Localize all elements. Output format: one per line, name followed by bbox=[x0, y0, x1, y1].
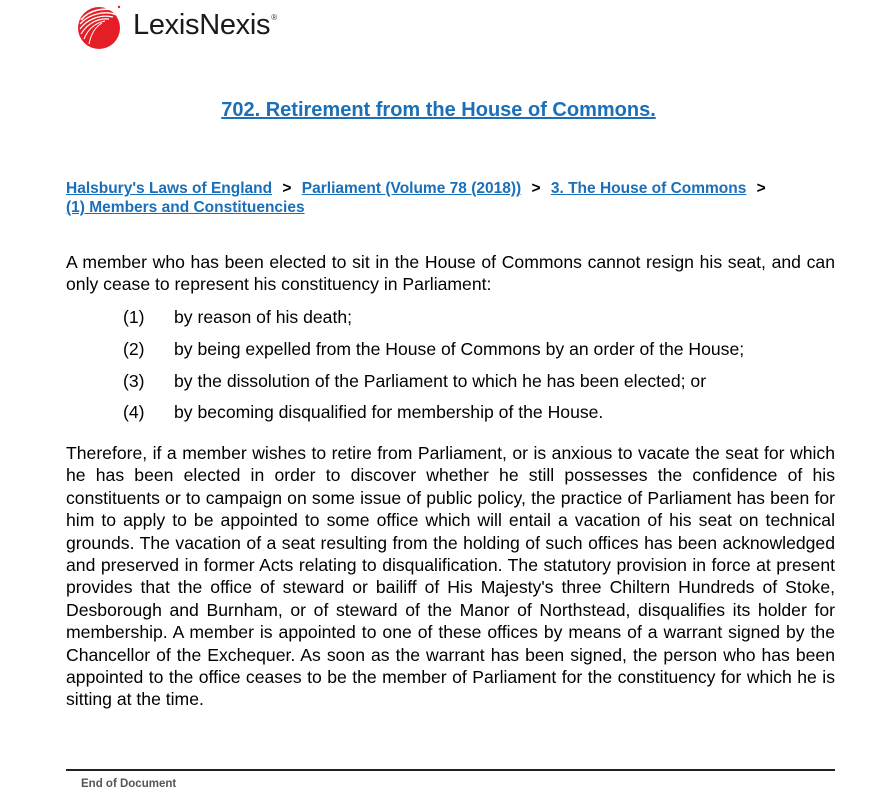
list-item-text: by being expelled from the House of Commons by an order of the House; bbox=[174, 339, 745, 360]
cessation-list bbox=[123, 302, 744, 429]
list-item-text: by becoming disqualified for membership of the House. bbox=[174, 402, 604, 423]
list-item-number: (4) bbox=[123, 402, 145, 423]
document-title-container bbox=[0, 99, 877, 122]
breadcrumb-parliament-volume[interactable]: Parliament (Volume 78 (2018)) bbox=[301, 180, 522, 197]
footer-divider bbox=[66, 769, 835, 771]
logo-wordmark: LexisNexis® bbox=[133, 8, 277, 41]
breadcrumb-separator: > bbox=[282, 180, 292, 197]
list-item-number: (2) bbox=[123, 339, 145, 360]
list-item-number: (1) bbox=[123, 307, 145, 328]
list-item-number: (3) bbox=[123, 370, 145, 391]
document-title-link[interactable]: 702. Retirement from the House of Commons. bbox=[221, 99, 656, 121]
breadcrumb-halsburys-laws[interactable]: Halsbury's Laws of England bbox=[66, 180, 273, 197]
body-paragraph: Therefore, if a member wishes to retire from Parliament, or is anxious to vacate the seat for which he has been elected in order to discover whether he still possesses the confidence of his constituents or to campaign on some issue of public policy, the practice of Parliament has been for him to apply to be appointed to some office which will entail a vacation of his seat on technical grounds. The vacation of a seat resulting from the holding of such offices has been acknowledged and preserved in former Acts relating to disqualification. The statutory provision in force at present provides that the office of steward or bailiff of His Majesty's three Chiltern Hundreds of Stoke, Desborough and Burnham, or of steward of the Manor of Northstead, disqualifies its holder for membership. A member is appointed to one of these offices by means of a warrant signed by the Chancellor of the Exchequer. As soon as the warrant has been signed, the person who has been appointed to the office ceases to be the member of Parliament for the constituency for which he is sitting at the time. bbox=[66, 443, 835, 710]
list-item-text: by reason of his death; bbox=[174, 307, 353, 328]
breadcrumb-members-constituencies[interactable]: (1) Members and Constituencies bbox=[66, 199, 305, 216]
end-of-document-label: End of Document bbox=[81, 778, 177, 790]
lexisnexis-logo-icon bbox=[75, 2, 123, 50]
intro-paragraph: A member who has been elected to sit in the House of Commons cannot resign his seat, and can only cease to represent his constituency in Parliament: bbox=[66, 252, 835, 295]
lexisnexis-logo bbox=[75, 2, 277, 50]
list-item bbox=[123, 365, 744, 397]
breadcrumb-separator: > bbox=[756, 180, 766, 197]
breadcrumb-separator: > bbox=[531, 180, 541, 197]
breadcrumb-house-of-commons[interactable]: 3. The House of Commons bbox=[550, 180, 747, 197]
breadcrumb bbox=[66, 179, 846, 217]
list-item bbox=[123, 334, 744, 366]
list-item-text: by the dissolution of the Parliament to which he has been elected; or bbox=[174, 370, 707, 391]
list-item bbox=[123, 302, 744, 334]
list-item bbox=[123, 397, 744, 429]
